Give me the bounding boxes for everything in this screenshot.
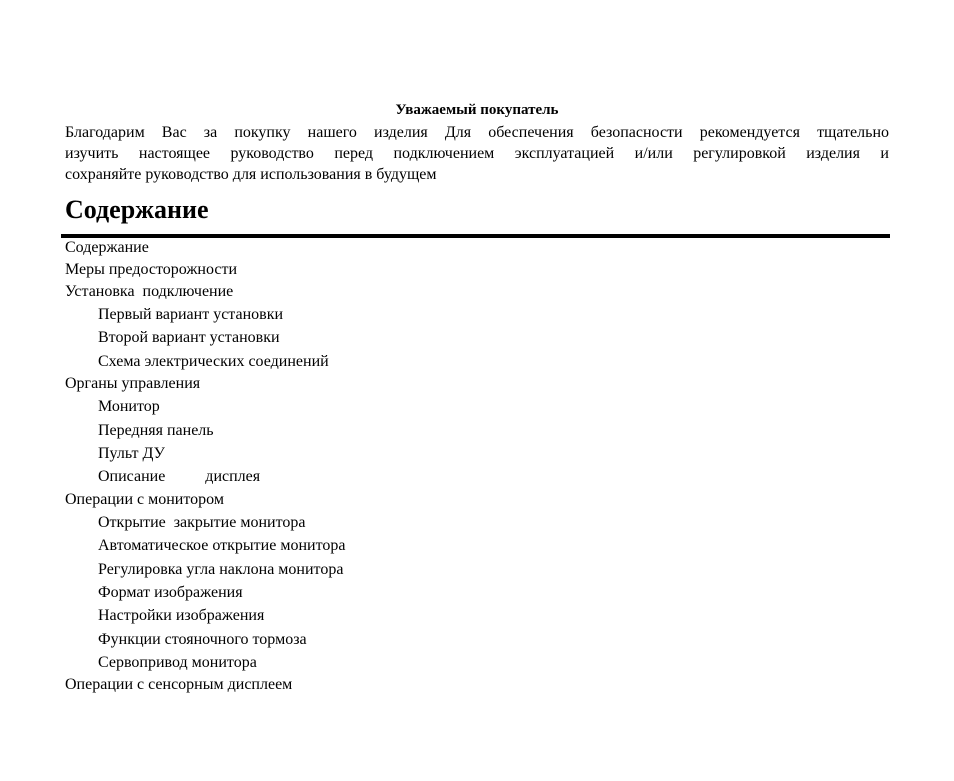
toc-subitem[interactable]: Открытие закрытие монитора xyxy=(98,513,306,531)
toc-subitem[interactable]: Второй вариант установки xyxy=(98,329,280,347)
toc-list xyxy=(65,237,885,696)
toc-subitem[interactable]: Настройки изображения xyxy=(98,607,265,625)
intro-line: Благодарим Вас за покупку нашего изделия Для обеспечения безопасности рекомендуется тщательно xyxy=(65,124,889,141)
toc-subitem[interactable]: Описание дисплея xyxy=(98,468,261,486)
toc-item[interactable]: Операции с монитором xyxy=(65,490,224,508)
toc-subitem[interactable]: Монитор xyxy=(98,398,160,416)
toc-item[interactable]: Органы управления xyxy=(65,375,201,393)
toc-subitem[interactable]: Первый вариант установки xyxy=(98,306,284,323)
toc-subitem[interactable]: Регулировка угла наклона монитора xyxy=(98,560,344,578)
toc-subitem[interactable]: Функции стояночного тормоза xyxy=(98,630,307,648)
intro-paragraph xyxy=(65,122,889,185)
toc-item[interactable]: Меры предосторожности xyxy=(65,261,238,278)
toc-subitem[interactable]: Формат изображения xyxy=(98,583,243,601)
greeting-title: Уважаемый покупатель xyxy=(395,102,559,118)
toc-item[interactable]: Содержание xyxy=(65,239,149,256)
toc-subitem[interactable]: Пульт ДУ xyxy=(98,444,165,462)
toc-subitem[interactable]: Автоматическое открытие монитора xyxy=(98,537,346,555)
toc-subitem[interactable]: Схема электрических соединений xyxy=(98,352,329,370)
toc-item[interactable]: Установка подключение xyxy=(65,283,234,300)
intro-line: сохраняйте руководство для использования в будущем xyxy=(65,166,437,183)
toc-subitem[interactable]: Передняя панель xyxy=(98,421,214,439)
toc-heading: Содержание xyxy=(65,195,209,224)
toc-item[interactable]: Операции с сенсорным дисплеем xyxy=(65,676,293,694)
intro-line: изучить настоящее руководство перед подключением эксплуатацией и/или регулировкой изделия и xyxy=(65,145,889,162)
toc-subitem[interactable]: Сервопривод монитора xyxy=(98,654,257,672)
